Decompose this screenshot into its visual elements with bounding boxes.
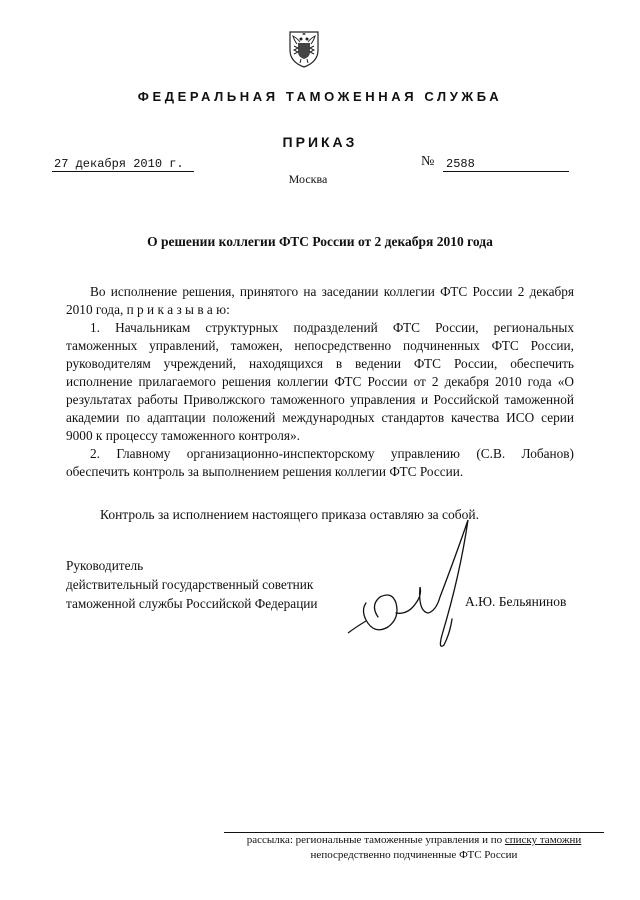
document-title: О решении коллегии ФТС России от 2 декабря 2010 года xyxy=(147,234,493,249)
item-2-paragraph: 2. Главному организационно-инспекторскому управлению (С.В. Лобанов) обеспечить контроль за выполнением решения коллегии ФТС России. xyxy=(66,446,574,479)
signer-block xyxy=(66,556,318,613)
signer-rank: действительный государственный советник xyxy=(66,577,314,592)
control-statement: Контроль за исполнением настоящего приказа оставляю за собой. xyxy=(100,507,479,522)
handwritten-signature xyxy=(336,515,486,665)
signer-name: А.Ю. Бельянинов xyxy=(465,594,567,609)
signer-service: таможенной службы Российской Федерации xyxy=(66,596,318,611)
signer-position: Руководитель xyxy=(66,558,144,573)
city: Москва xyxy=(288,172,328,186)
order-number: 2588 xyxy=(443,157,569,172)
coat-of-arms-emblem xyxy=(287,30,321,68)
item-1-paragraph: 1. Начальникам структурных подразделений ФТС России, региональных таможенных управлений, таможен, непосредственно подчиненных ФТС России, руководителям учреждений, находящихся в ведении ФТС России, обеспечить исполнение прилагаемого решения коллегии ФТС России от 2 декабря 2010 года «О результатах работы Приволжского таможенного управления и Российской таможенной академии по адаптации положений международных стандартов качества ИСО серии 9000 к процессу таможенного контроля». xyxy=(66,320,574,443)
intro-paragraph: Во исполнение решения, принятого на заседании коллегии ФТС России 2 декабря 2010 года, п р и к а з ы в а ю: xyxy=(66,284,574,317)
mailing-list xyxy=(224,833,604,863)
mailing-list-link[interactable]: списку таможни xyxy=(504,834,582,846)
mailing-line-2: непосредственно подчиненные ФТС России xyxy=(310,849,518,861)
organization-name: ФЕДЕРАЛЬНАЯ ТАМОЖЕННАЯ СЛУЖБА xyxy=(137,89,503,104)
order-number-label: № xyxy=(421,154,435,169)
mailing-prefix: рассылка: региональные таможенные управления и по xyxy=(246,834,505,846)
document-body xyxy=(66,283,574,481)
document-type: ПРИКАЗ xyxy=(282,134,358,150)
order-date: 27 декабря 2010 г. xyxy=(52,157,194,172)
